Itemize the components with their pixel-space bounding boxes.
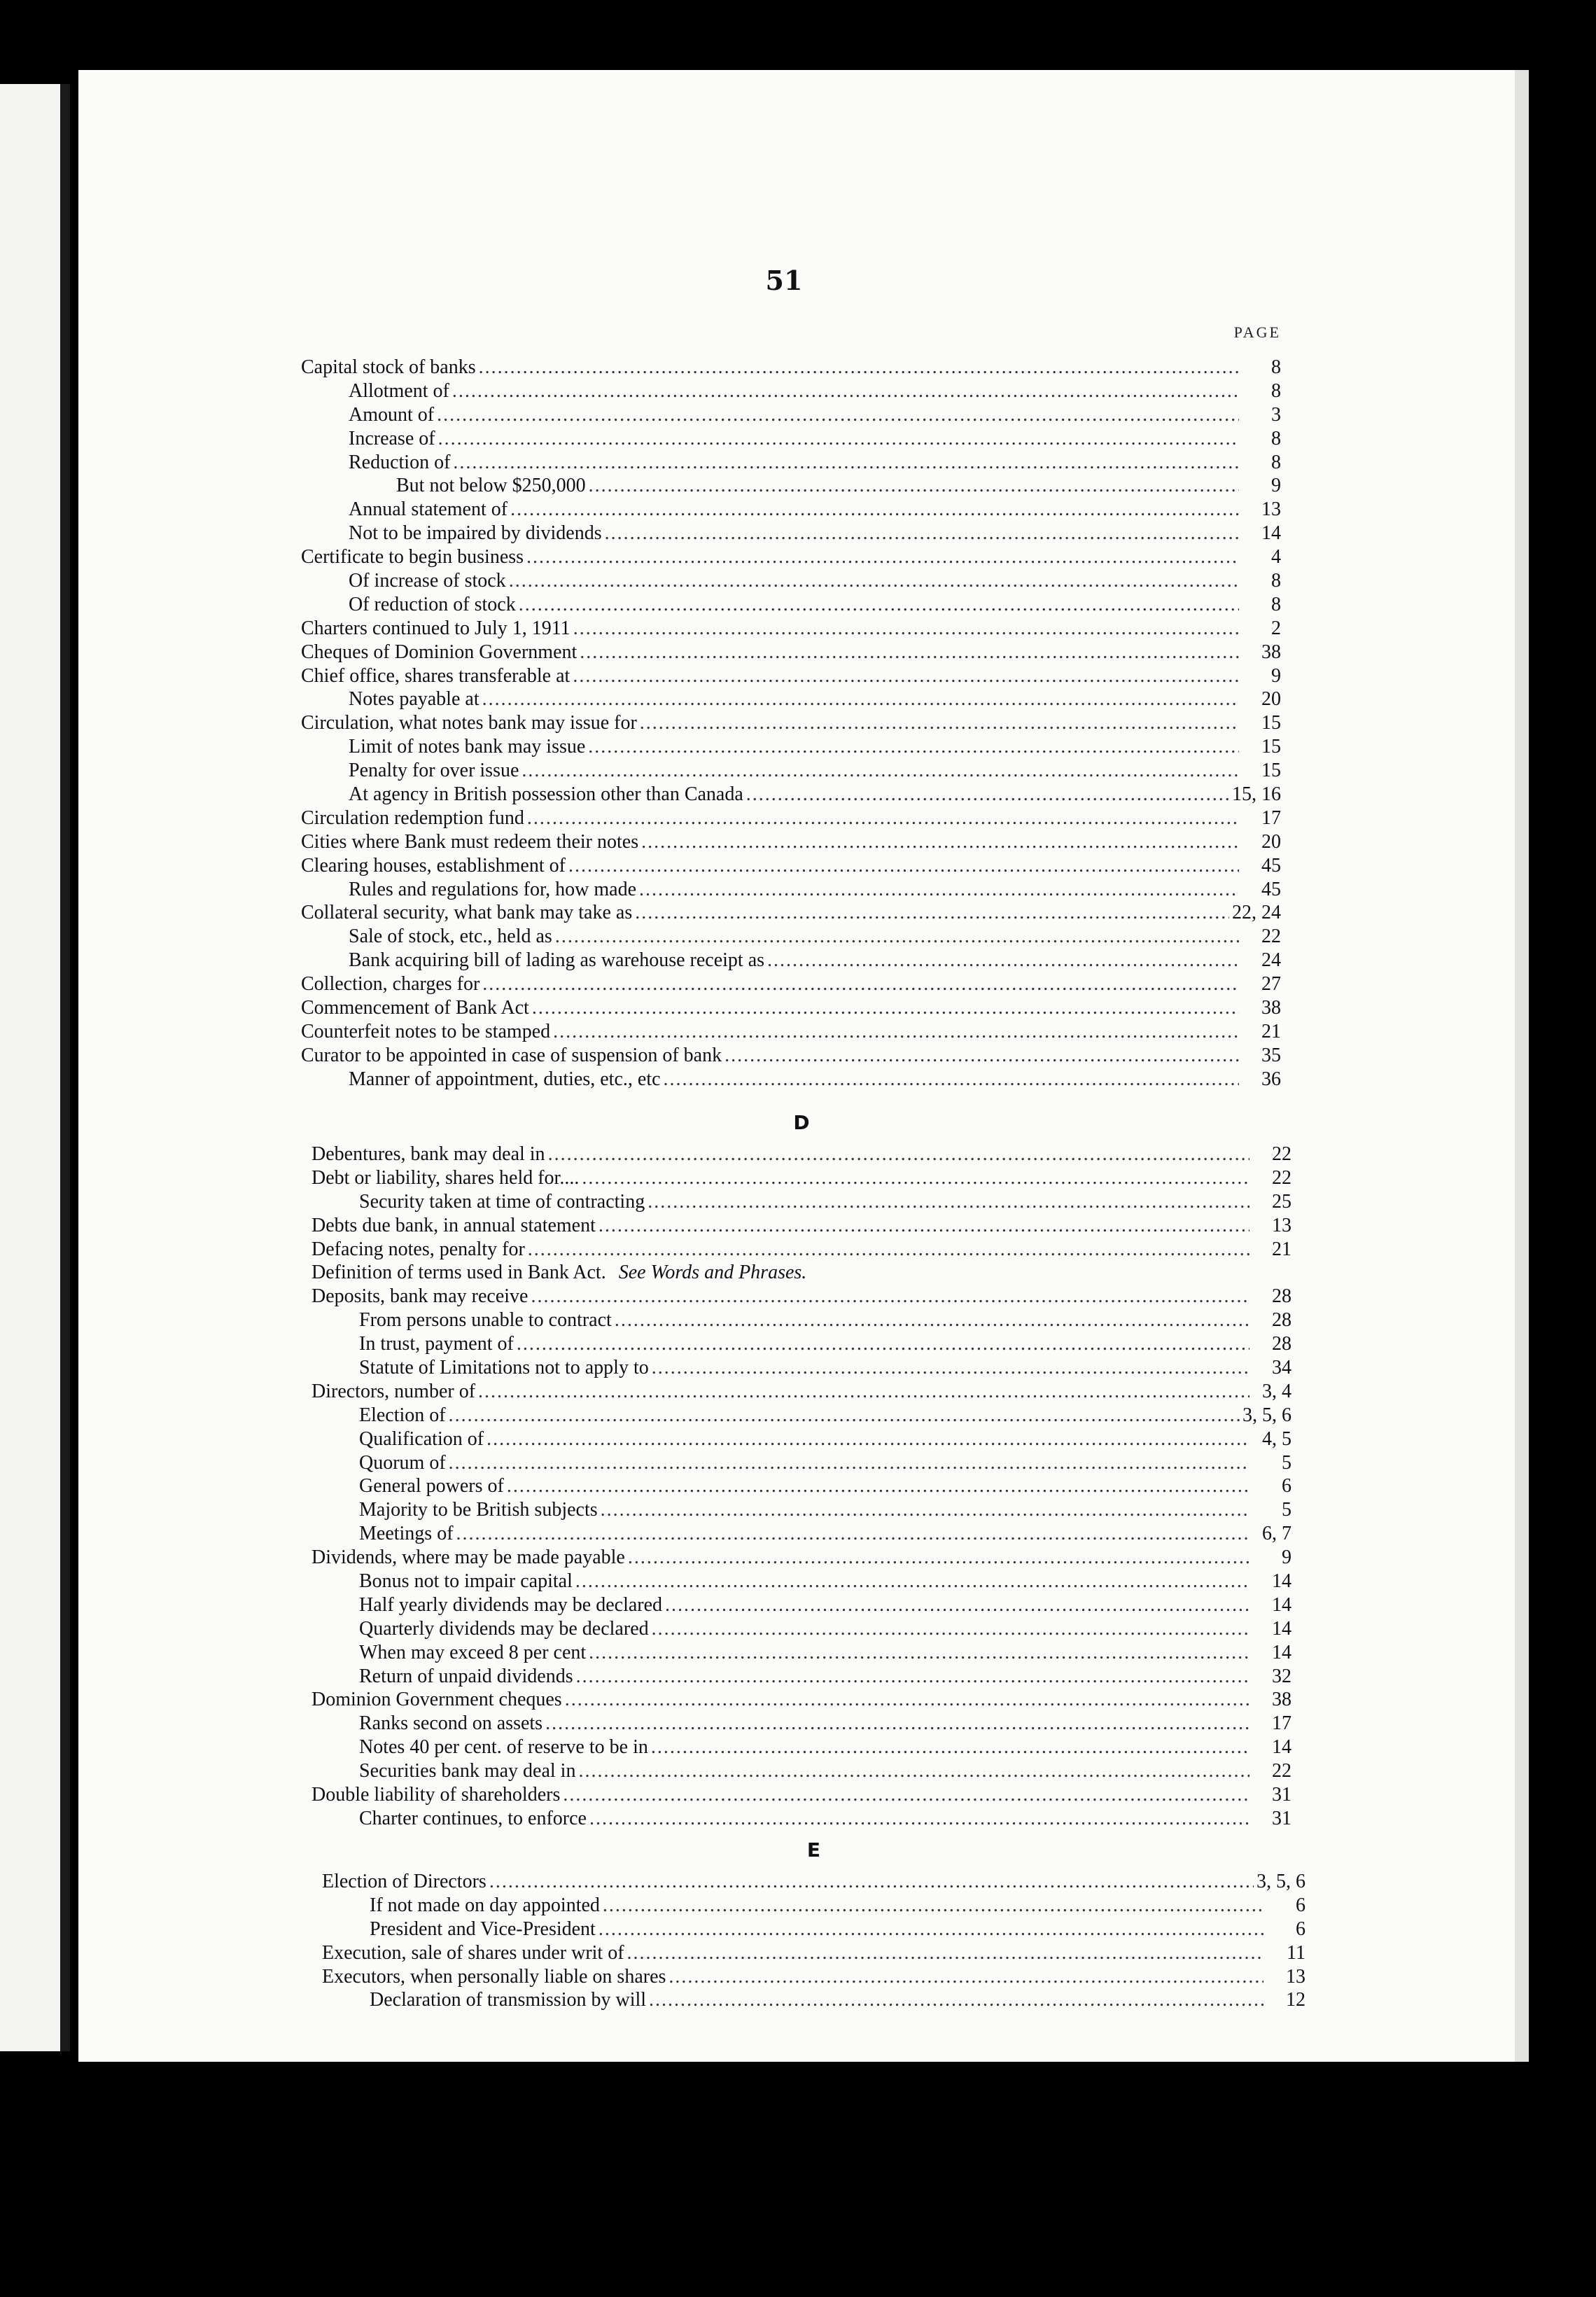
entry-label: Manner of appointment, duties, etc., etc — [349, 1068, 661, 1090]
entry-label: Definition of terms used in Bank Act. — [312, 1262, 606, 1284]
entry-page-ref: 8 — [1271, 379, 1281, 402]
index-entry — [322, 1918, 1306, 1941]
entry-page-ref: 22 — [1272, 1143, 1292, 1165]
index-entry — [301, 687, 1281, 711]
dot-leader — [517, 1332, 1250, 1356]
index-entry — [322, 1941, 1306, 1965]
entry-label: Of reduction of stock — [349, 593, 516, 615]
dot-leader — [519, 593, 1239, 617]
entry-page-ref: 28 — [1272, 1285, 1292, 1308]
entry-page-ref: 3, 5, 6 — [1256, 1871, 1306, 1892]
entry-page-ref: 6 — [1296, 1894, 1306, 1916]
dot-leader — [665, 1593, 1250, 1617]
entry-label: Quarterly dividends may be declared — [359, 1617, 649, 1640]
index-entry — [301, 996, 1281, 1020]
entry-label: Allotment of — [349, 379, 449, 402]
dot-leader — [576, 1665, 1250, 1689]
dot-leader — [615, 1308, 1250, 1332]
dot-leader — [510, 498, 1239, 522]
entry-label: Cheques of Dominion Government — [301, 641, 578, 663]
entry-label: Limit of notes bank may issue — [349, 736, 586, 758]
dot-leader — [635, 901, 1229, 925]
dot-leader — [507, 1474, 1250, 1498]
entry-label: Reduction of — [349, 451, 451, 473]
index-entry — [312, 1736, 1292, 1759]
dot-leader — [545, 1712, 1250, 1736]
dot-leader — [598, 1918, 1264, 1941]
page-number: 51 — [765, 265, 803, 296]
entry-label: In trust, payment of — [359, 1333, 514, 1355]
index-entry — [312, 1451, 1292, 1475]
dot-leader — [589, 1641, 1250, 1665]
index-entry — [301, 474, 1281, 498]
entry-label: But not below $250,000 — [396, 475, 586, 497]
entry-page-ref: 15 — [1261, 712, 1281, 734]
entry-label: Sale of stock, etc., held as — [349, 926, 552, 948]
index-entry — [301, 451, 1281, 475]
entry-label: Statute of Limitations not to apply to — [359, 1357, 649, 1379]
dot-leader — [746, 783, 1229, 807]
index-entry — [312, 1665, 1292, 1689]
entry-label: Not to be impaired by dividends — [349, 522, 602, 545]
dot-leader — [649, 1988, 1264, 2012]
dot-leader — [531, 1285, 1250, 1308]
entry-label: Notes payable at — [349, 688, 479, 711]
dot-leader — [449, 1404, 1240, 1427]
index-section-d — [312, 1103, 1292, 1831]
dot-leader — [664, 1068, 1239, 1091]
index-entry — [301, 878, 1281, 902]
index-section-e — [322, 1831, 1306, 2012]
dot-leader — [641, 830, 1239, 854]
dot-leader — [489, 1870, 1254, 1894]
entry-page-ref: 8 — [1271, 451, 1281, 473]
dot-leader — [565, 1688, 1250, 1712]
entry-page-ref: 15, 16 — [1232, 783, 1281, 806]
index-entry — [312, 1214, 1292, 1238]
entry-label: If not made on day appointed — [370, 1894, 600, 1916]
index-section-c — [301, 356, 1281, 1091]
entry-label: Deposits, bank may receive — [312, 1285, 528, 1308]
entry-page-ref: 28 — [1272, 1309, 1292, 1332]
dot-leader — [568, 854, 1239, 878]
entry-label: Dominion Government cheques — [312, 1689, 562, 1711]
dot-leader — [648, 1190, 1250, 1214]
index-entry — [312, 1807, 1292, 1831]
entry-page-ref: 9 — [1271, 475, 1281, 497]
index-entry — [312, 1190, 1292, 1214]
entry-page-ref: 32 — [1272, 1665, 1292, 1687]
entry-page-ref: 4 — [1271, 546, 1281, 568]
entry-page-ref: 25 — [1272, 1190, 1292, 1213]
dot-leader — [598, 1214, 1250, 1238]
section-letter: D — [793, 1111, 810, 1134]
dot-leader — [601, 1498, 1250, 1522]
entry-label: President and Vice-President — [370, 1918, 596, 1940]
entry-page-ref: 8 — [1271, 356, 1281, 378]
index-entry — [301, 854, 1281, 878]
entry-label: Notes 40 per cent. of reserve to be in — [359, 1736, 648, 1759]
index-entry — [301, 593, 1281, 617]
index-entry — [301, 498, 1281, 522]
entry-page-ref: 6 — [1296, 1918, 1306, 1940]
index-entry — [301, 522, 1281, 545]
entry-label: Quorum of — [359, 1451, 446, 1474]
section-letter: E — [806, 1838, 821, 1862]
index-entry — [312, 1308, 1292, 1332]
entry-page-ref: 22 — [1261, 926, 1281, 948]
index-entry — [301, 830, 1281, 854]
dot-leader — [573, 664, 1239, 688]
dot-leader — [527, 807, 1239, 830]
entry-label: Dividends, where may be made payable — [312, 1547, 625, 1569]
entry-page-ref: 5 — [1282, 1451, 1292, 1474]
dot-leader — [639, 878, 1239, 902]
entry-label: Qualification of — [359, 1427, 484, 1450]
dot-leader — [555, 925, 1239, 949]
dot-leader — [652, 1617, 1250, 1641]
entry-page-ref: 31 — [1272, 1807, 1292, 1829]
entry-label: Security taken at time of contracting — [359, 1190, 645, 1213]
entry-page-ref: 9 — [1282, 1547, 1292, 1569]
entry-page-ref: 45 — [1261, 854, 1281, 877]
dot-leader — [553, 1020, 1239, 1044]
entry-page-ref: 38 — [1261, 997, 1281, 1019]
index-entry — [312, 1261, 1292, 1285]
entry-label: Debentures, bank may deal in — [312, 1143, 545, 1165]
index-entry — [301, 1044, 1281, 1068]
index-entry — [301, 901, 1281, 925]
dot-leader — [449, 1451, 1250, 1475]
entry-label: Executors, when personally liable on shares — [322, 1965, 666, 1988]
dot-leader — [605, 522, 1239, 545]
entry-page-ref: 12 — [1286, 1989, 1306, 2011]
entry-label: Debt or liability, shares held for.... — [312, 1166, 580, 1189]
entry-page-ref: 14 — [1261, 522, 1281, 545]
dot-leader — [651, 1736, 1250, 1759]
entry-page-ref: 38 — [1261, 641, 1281, 663]
entry-label: Circulation, what notes bank may issue for — [301, 712, 637, 734]
entry-page-ref: 35 — [1261, 1044, 1281, 1066]
dot-leader — [437, 403, 1239, 427]
entry-page-ref: 38 — [1272, 1689, 1292, 1711]
entry-page-ref: 13 — [1272, 1214, 1292, 1236]
dot-leader — [588, 735, 1239, 759]
entry-cross-reference: See Words and Phrases. — [618, 1262, 807, 1284]
dot-leader — [578, 1759, 1250, 1783]
entry-label: Debts due bank, in annual statement — [312, 1214, 596, 1236]
dot-leader — [453, 451, 1239, 475]
index-entry — [301, 641, 1281, 664]
index-entry — [312, 1783, 1292, 1807]
index-entry — [322, 1988, 1306, 2012]
index-entry — [312, 1474, 1292, 1498]
index-entry — [301, 807, 1281, 830]
index-entry — [301, 356, 1281, 379]
index-entry — [301, 545, 1281, 569]
entry-page-ref: 20 — [1261, 830, 1281, 853]
entry-label: Ranks second on assets — [359, 1712, 543, 1735]
dot-leader — [603, 1894, 1264, 1918]
entry-page-ref: 8 — [1271, 570, 1281, 592]
left-page-edge — [0, 84, 70, 2051]
entry-page-ref: 24 — [1261, 949, 1281, 972]
entry-label: Securities bank may deal in — [359, 1760, 576, 1782]
index-entry — [301, 925, 1281, 949]
entry-label: Of increase of stock — [349, 570, 506, 592]
index-entry — [312, 1356, 1292, 1380]
entry-page-ref: 13 — [1286, 1965, 1306, 1988]
entry-label: Directors, number of — [312, 1380, 476, 1402]
dot-leader — [438, 427, 1239, 451]
index-entry — [312, 1404, 1292, 1427]
entry-page-ref: 22 — [1272, 1166, 1292, 1189]
entry-label: Amount of — [349, 403, 435, 426]
entry-label: When may exceed 8 per cent — [359, 1641, 587, 1663]
entry-label: Double liability of shareholders — [312, 1784, 561, 1806]
index-entry — [312, 1712, 1292, 1736]
entry-page-ref: 11 — [1287, 1941, 1306, 1964]
index-entry — [301, 1020, 1281, 1044]
dot-leader — [580, 641, 1239, 664]
dot-leader — [582, 1166, 1250, 1190]
entry-label: Charters continued to July 1, 1911 — [301, 617, 570, 639]
entry-label: Bank acquiring bill of lading as warehouse receipt as — [349, 949, 765, 972]
index-entry — [312, 1522, 1292, 1546]
entry-page-ref: 8 — [1271, 593, 1281, 615]
index-entry — [322, 1870, 1306, 1894]
index-entry — [301, 379, 1281, 403]
index-entry — [301, 972, 1281, 996]
dot-leader — [478, 1380, 1250, 1404]
dot-leader — [767, 949, 1239, 972]
entry-page-ref: 6, 7 — [1262, 1523, 1292, 1545]
entry-label: Rules and regulations for, how made — [349, 878, 637, 900]
dot-leader — [479, 356, 1239, 379]
index-entry — [301, 569, 1281, 593]
entry-page-ref: 45 — [1261, 878, 1281, 900]
index-entry — [322, 1965, 1306, 1989]
dot-leader — [482, 972, 1239, 996]
entry-label: Half yearly dividends may be declared — [359, 1593, 663, 1616]
index-entry — [312, 1641, 1292, 1665]
entry-page-ref: 20 — [1261, 688, 1281, 711]
entry-page-ref: 27 — [1261, 973, 1281, 996]
index-entry — [312, 1380, 1292, 1404]
entry-page-ref: 8 — [1271, 427, 1281, 449]
dot-leader — [627, 1941, 1264, 1965]
entry-page-ref: 14 — [1272, 1617, 1292, 1640]
entry-label: At agency in British possession other than Canada — [349, 783, 743, 806]
entry-page-ref: 5 — [1282, 1499, 1292, 1521]
dot-leader — [526, 545, 1239, 569]
entry-page-ref: 14 — [1272, 1593, 1292, 1616]
dot-leader — [640, 711, 1239, 735]
index-entry — [301, 617, 1281, 641]
dot-leader — [532, 996, 1239, 1020]
page-edge-shadow — [1515, 70, 1529, 2062]
entry-page-ref: 14 — [1272, 1570, 1292, 1593]
entry-label: Cities where Bank must redeem their notes — [301, 830, 639, 853]
index-entry — [301, 427, 1281, 451]
entry-label: Commencement of Bank Act — [301, 997, 529, 1019]
entry-label: Return of unpaid dividends — [359, 1665, 573, 1687]
entry-label: Defacing notes, penalty for — [312, 1238, 525, 1260]
index-entry — [312, 1759, 1292, 1783]
entry-page-ref: 31 — [1272, 1784, 1292, 1806]
index-entry — [301, 759, 1281, 783]
entry-label: Meetings of — [359, 1523, 454, 1545]
index-entry — [301, 711, 1281, 735]
entry-page-ref: 34 — [1272, 1357, 1292, 1379]
entry-label: Charter continues, to enforce — [359, 1807, 587, 1829]
index-entry — [312, 1285, 1292, 1308]
entry-page-ref: 3, 5, 6 — [1242, 1404, 1292, 1426]
dot-leader — [486, 1427, 1250, 1451]
dot-leader — [509, 569, 1239, 593]
dot-leader — [482, 687, 1239, 711]
index-entry — [301, 783, 1281, 807]
entry-page-ref: 22 — [1272, 1760, 1292, 1782]
entry-page-ref: 14 — [1272, 1736, 1292, 1759]
index-entry — [301, 735, 1281, 759]
entry-label: General powers of — [359, 1475, 504, 1497]
index-entry — [312, 1593, 1292, 1617]
dot-leader — [456, 1522, 1250, 1546]
dot-leader — [589, 1807, 1250, 1831]
index-entry — [312, 1617, 1292, 1641]
entry-label: Curator to be appointed in case of suspension of bank — [301, 1044, 722, 1066]
entry-label: Circulation redemption fund — [301, 807, 524, 829]
index-entry — [312, 1688, 1292, 1712]
dot-leader — [573, 617, 1239, 641]
index-entry — [322, 1894, 1306, 1918]
index-entry — [301, 949, 1281, 972]
index-entry — [301, 664, 1281, 688]
dot-leader — [724, 1044, 1239, 1068]
index-entry — [312, 1166, 1292, 1190]
index-entry — [301, 403, 1281, 427]
index-entry — [301, 1068, 1281, 1091]
entry-label: Capital stock of banks — [301, 356, 476, 378]
dot-leader — [548, 1143, 1250, 1166]
dot-leader — [575, 1570, 1250, 1593]
entry-page-ref: 6 — [1282, 1475, 1292, 1497]
index-entry — [312, 1332, 1292, 1356]
entry-label: Election of Directors — [322, 1871, 486, 1892]
entry-label: Certificate to begin business — [301, 546, 524, 568]
entry-page-ref: 21 — [1261, 1020, 1281, 1042]
dot-leader — [452, 379, 1239, 403]
dot-leader — [589, 474, 1239, 498]
binding-shadow — [60, 84, 70, 2051]
entry-page-ref: 36 — [1261, 1068, 1281, 1090]
entry-label: Increase of — [349, 427, 435, 449]
entry-label: Execution, sale of shares under writ of — [322, 1941, 624, 1964]
entry-page-ref: 15 — [1261, 760, 1281, 782]
entry-page-ref: 2 — [1271, 617, 1281, 639]
entry-label: Counterfeit notes to be stamped — [301, 1020, 551, 1042]
dot-leader — [528, 1238, 1250, 1262]
entry-page-ref: 17 — [1272, 1712, 1292, 1735]
entry-page-ref: 9 — [1271, 664, 1281, 687]
entry-page-ref: 21 — [1272, 1238, 1292, 1260]
entry-label: Bonus not to impair capital — [359, 1570, 573, 1593]
entry-page-ref: 4, 5 — [1262, 1427, 1292, 1450]
entry-label: Declaration of transmission by will — [370, 1989, 647, 2011]
entry-page-ref: 15 — [1261, 736, 1281, 758]
entry-label: Majority to be British subjects — [359, 1499, 598, 1521]
entry-label: Chief office, shares transferable at — [301, 664, 570, 687]
entry-label: Clearing houses, establishment of — [301, 854, 566, 877]
entry-page-ref: 22, 24 — [1232, 902, 1281, 924]
dot-leader — [668, 1965, 1264, 1989]
index-entry — [312, 1498, 1292, 1522]
entry-page-ref: 3, 4 — [1262, 1380, 1292, 1402]
entry-label: Penalty for over issue — [349, 760, 519, 782]
index-entry — [312, 1238, 1292, 1262]
entry-page-ref: 14 — [1272, 1641, 1292, 1663]
entry-label: Annual statement of — [349, 498, 508, 521]
dot-leader — [563, 1783, 1250, 1807]
entry-label: Collateral security, what bank may take as — [301, 902, 633, 924]
entry-page-ref: 28 — [1272, 1333, 1292, 1355]
entry-label: From persons unable to contract — [359, 1309, 612, 1332]
dot-leader — [652, 1356, 1250, 1380]
entry-page-ref: 3 — [1271, 403, 1281, 426]
entry-page-ref: 13 — [1261, 498, 1281, 521]
entry-page-ref: 17 — [1261, 807, 1281, 829]
dot-leader — [628, 1546, 1250, 1570]
dot-leader — [522, 759, 1239, 783]
index-entry — [312, 1570, 1292, 1593]
entry-label: Election of — [359, 1404, 446, 1426]
entry-label: Collection, charges for — [301, 973, 480, 996]
page-column-header: PAGE — [1233, 323, 1281, 341]
index-entry — [312, 1427, 1292, 1451]
index-entry — [312, 1546, 1292, 1570]
index-entry — [312, 1143, 1292, 1166]
